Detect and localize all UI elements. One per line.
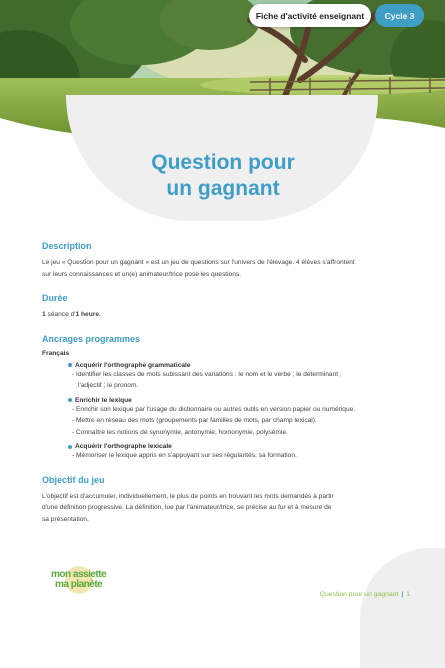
ancrages-subject: Français bbox=[42, 349, 70, 357]
bullet-dot-icon bbox=[68, 445, 72, 449]
ancrages-heading: Ancrages programmes bbox=[42, 333, 141, 344]
page-title-line-1: Question pour bbox=[151, 151, 295, 174]
duree-heading: Durée bbox=[42, 293, 68, 303]
program-group bbox=[42, 362, 404, 392]
description-heading: Description bbox=[42, 241, 92, 251]
page-footer bbox=[270, 591, 410, 598]
objectif-text-line-2: d'une définition progressive. La définition, lue par l'animateur/trice, se précise au fur et à mesure de bbox=[42, 504, 332, 511]
page-number: 1 bbox=[406, 591, 410, 598]
program-group-heading bbox=[68, 397, 404, 404]
description-section bbox=[42, 241, 404, 280]
mon-assiette-ma-planete-logo bbox=[51, 568, 131, 594]
activity-sheet-tag-label: Fiche d'activité enseignant bbox=[255, 10, 365, 21]
program-group-heading bbox=[68, 362, 404, 369]
bullet-dot-icon bbox=[68, 363, 72, 367]
page-title bbox=[70, 150, 376, 202]
objectif-text-line-1: L'objectif est d'accumuler, individuellement, le plus de points en trouvant les mots demandés à partir bbox=[42, 492, 334, 500]
cycle-badge bbox=[375, 4, 424, 27]
ancrages-section bbox=[42, 334, 404, 462]
cycle-badge-label: Cycle 3 bbox=[384, 10, 415, 21]
activity-sheet-tag bbox=[249, 4, 371, 27]
page-title-line-2: un gagnant bbox=[166, 177, 280, 200]
description-text-line-2: sur leurs connaissances et un(e) animateur/trice pose les questions. bbox=[42, 270, 242, 278]
corner-decoration bbox=[360, 548, 445, 668]
duree-text bbox=[42, 309, 404, 321]
duree-count: 1 bbox=[42, 311, 46, 318]
footer-title: Question pour un gagnant bbox=[319, 591, 399, 598]
logo-line-2: ma planète bbox=[55, 579, 103, 590]
description-text-line-1: Le jeu « Question pour un gagnant » est un jeu de questions sur l'univers de l'élevage. 4 élèves s'affrontent bbox=[42, 259, 355, 266]
duree-middle: séance d' bbox=[45, 311, 76, 318]
program-item: - Connaître les notions de synonymie, antonymie, homonymie, polysémie. bbox=[72, 428, 288, 436]
program-group bbox=[42, 397, 404, 439]
objectif-heading: Objectif du jeu bbox=[42, 474, 105, 485]
program-group-heading bbox=[68, 443, 404, 450]
objectif-section bbox=[42, 475, 404, 526]
program-item: l'adjectif ; le pronom. bbox=[78, 382, 139, 389]
objectif-text-line-3: sa présentation. bbox=[42, 515, 89, 523]
main-content bbox=[42, 241, 404, 525]
program-item: - Identifier les classes de mots subissant des variations : le nom et le verbe ; le déterminant ; bbox=[72, 370, 342, 378]
program-group-title: Acquérir l'orthographe lexicale bbox=[75, 443, 172, 450]
logo-line-1: mon assiette bbox=[51, 569, 107, 580]
program-group-title: Acquérir l'orthographe grammaticale bbox=[75, 361, 191, 369]
duree-section bbox=[42, 293, 404, 321]
program-item: - Enrichir son lexique par l'usage du dictionnaire ou autres outils en version papier ou numérique. bbox=[72, 405, 356, 413]
program-item: - Mémoriser le lexique appris en s'appuyant sur ses régularités, sa formation. bbox=[72, 452, 297, 459]
footer-separator: | bbox=[401, 591, 404, 598]
bullet-dot-icon bbox=[68, 398, 72, 402]
program-item: - Mettre en réseau des mots (groupements par familles de mots, par champ lexical). bbox=[72, 417, 317, 424]
program-group bbox=[42, 443, 404, 462]
program-group-title: Enrichir le lexique bbox=[75, 396, 132, 404]
duree-value: 1 heure. bbox=[75, 311, 101, 318]
